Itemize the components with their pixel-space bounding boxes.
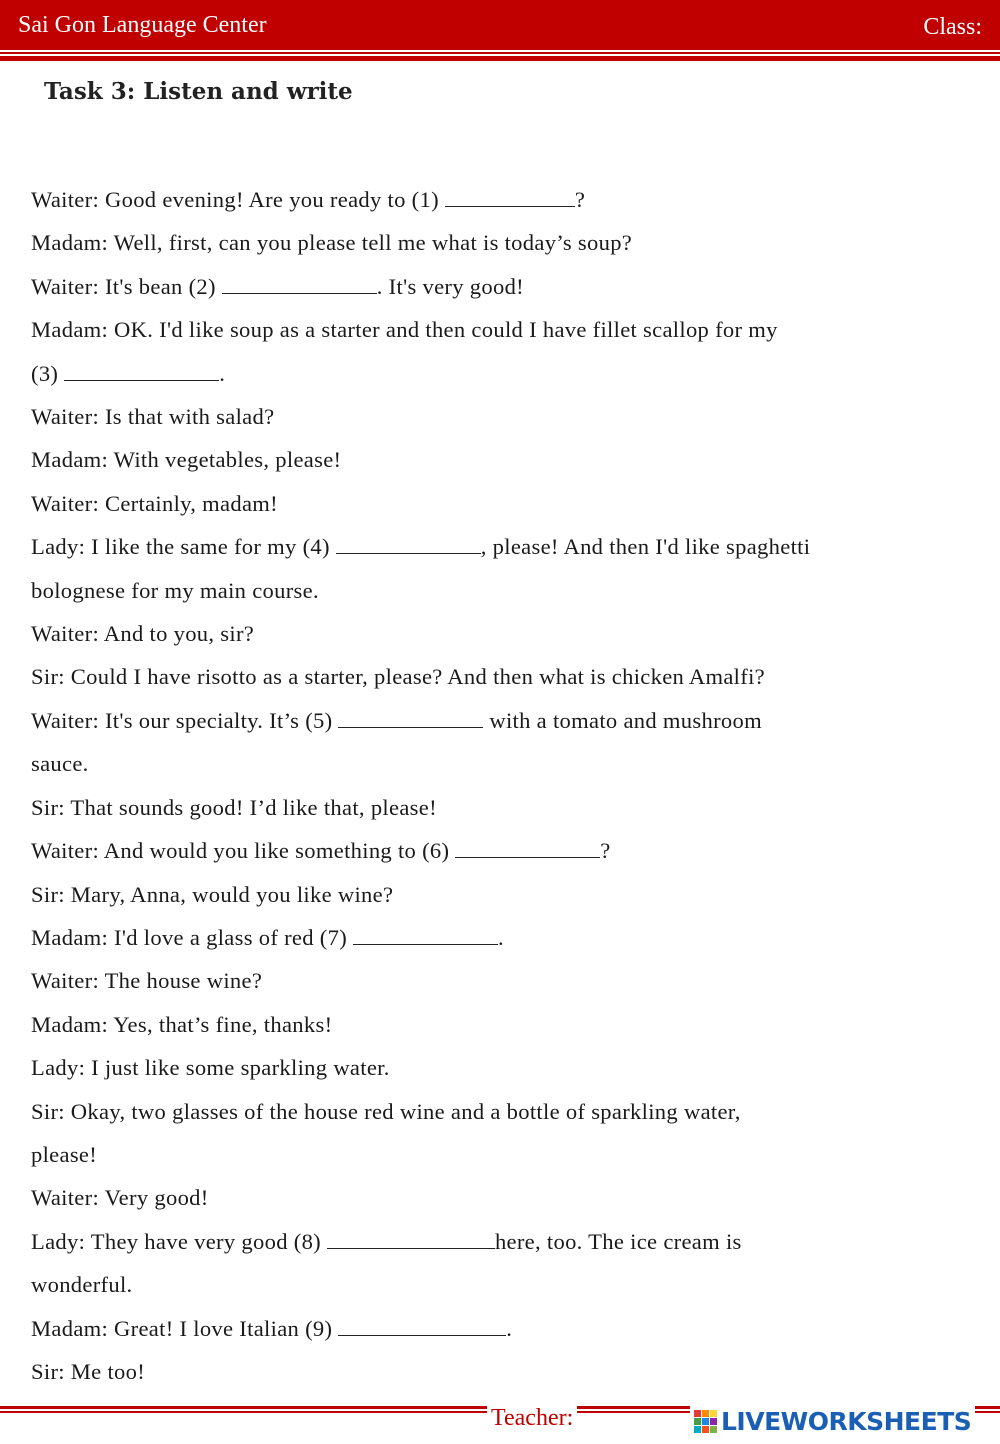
logo-square xyxy=(710,1418,717,1425)
dialogue-line xyxy=(31,1350,981,1393)
line-text: ? xyxy=(574,187,586,212)
dialogue-line xyxy=(31,742,981,785)
dialogue-line xyxy=(31,1220,981,1263)
answer-blank[interactable] xyxy=(445,184,575,207)
logo-square xyxy=(694,1418,701,1425)
answer-blank[interactable] xyxy=(338,705,483,728)
line-text: Waiter: And to you, sir? xyxy=(31,621,255,647)
center-name: Sai Gon Language Center xyxy=(18,12,267,38)
line-text: Waiter: Certainly, madam! xyxy=(31,490,279,516)
line-text: Madam: Yes, that’s fine, thanks! xyxy=(31,1011,333,1037)
dialogue-line xyxy=(31,655,981,698)
logo-square xyxy=(694,1410,701,1417)
line-text: bolognese for my main course. xyxy=(31,577,319,603)
line-text: Lady: They have very good (8) xyxy=(31,1228,327,1254)
logo-square xyxy=(702,1410,709,1417)
dialogue-line xyxy=(31,438,981,481)
line-text: Waiter: Is that with salad? xyxy=(31,404,275,430)
line-text: Waiter: It's bean (2) xyxy=(31,273,222,299)
answer-blank[interactable] xyxy=(336,531,481,554)
line-text: Waiter: Good evening! Are you ready to (1) xyxy=(31,187,445,212)
answer-blank[interactable] xyxy=(338,1313,506,1336)
line-text: Waiter: The house wine? xyxy=(31,968,263,994)
line-text: Madam: OK. I'd like soup as a starter and then could I have fillet scallop for my xyxy=(31,317,778,343)
line-text: sauce. xyxy=(31,751,89,777)
header-divider xyxy=(0,52,1000,54)
answer-blank[interactable] xyxy=(455,835,600,858)
line-text: please! xyxy=(31,1141,98,1167)
dialogue-line xyxy=(31,786,981,829)
class-label: Class: xyxy=(923,14,982,40)
line-text: Madam: With vegetables, please! xyxy=(31,447,342,473)
line-text: Madam: I'd love a glass of red (7) xyxy=(31,924,354,950)
dialogue-line xyxy=(31,221,981,264)
logo-text: LIVEWORKSHEETS xyxy=(721,1406,972,1436)
answer-blank[interactable] xyxy=(353,922,498,945)
line-text: Sir: Mary, Anna, would you like wine? xyxy=(31,881,394,907)
line-text: wonderful. xyxy=(31,1272,133,1298)
logo-square xyxy=(702,1426,709,1433)
dialogue-line xyxy=(31,1090,981,1133)
dialogue-line xyxy=(31,482,981,525)
line-text: ? xyxy=(600,838,611,864)
line-text: Lady: I like the same for my (4) xyxy=(31,534,336,560)
line-text: Sir: Me too! xyxy=(31,1358,146,1384)
line-text: Lady: I just like some sparkling water. xyxy=(31,1055,390,1081)
line-text: Waiter: It's our specialty. It’s (5) xyxy=(31,707,339,733)
line-text: Waiter: Very good! xyxy=(31,1185,209,1211)
answer-blank[interactable] xyxy=(327,1226,495,1249)
dialogue-line xyxy=(31,308,981,351)
teacher-label: Teacher: xyxy=(487,1405,577,1432)
line-text: Sir: That sounds good! I’d like that, please! xyxy=(31,794,437,820)
logo-square xyxy=(710,1426,717,1433)
dialogue-line xyxy=(31,352,981,395)
dialogue-line xyxy=(31,1003,981,1046)
answer-blank[interactable] xyxy=(64,358,219,381)
line-text: , please! And then I'd like spaghetti xyxy=(480,534,811,560)
line-text: with a tomato and mushroom xyxy=(483,707,762,733)
line-text: . xyxy=(219,360,226,386)
line-text: . xyxy=(498,924,504,950)
line-text: Madam: Great! I love Italian (9) xyxy=(31,1315,339,1341)
line-text: Sir: Okay, two glasses of the house red wine and a bottle of sparkling water, xyxy=(31,1098,741,1124)
dialogue-line xyxy=(31,1263,981,1306)
dialogue-line xyxy=(31,1307,981,1350)
dialogue-line xyxy=(31,525,981,568)
dialogue-line xyxy=(31,612,981,655)
dialogue-line xyxy=(31,395,981,438)
dialogue-line xyxy=(31,1046,981,1089)
line-text: Madam: Well, first, can you please tell me what is today’s soup? xyxy=(31,230,633,256)
line-text: . xyxy=(506,1315,513,1341)
dialogue-line xyxy=(31,569,981,612)
logo-square xyxy=(702,1418,709,1425)
line-text: (3) xyxy=(31,360,65,386)
line-text: Sir: Could I have risotto as a starter, please? And then what is chicken Amalfi? xyxy=(31,664,765,690)
dialogue-line xyxy=(31,265,981,308)
liveworksheets-logo[interactable] xyxy=(690,1404,975,1438)
dialogue-line xyxy=(31,699,981,742)
logo-square xyxy=(694,1426,701,1433)
logo-square xyxy=(710,1410,717,1417)
dialogue-line xyxy=(31,1133,981,1176)
dialogue-line xyxy=(31,916,981,959)
dialogue-line xyxy=(31,959,981,1002)
line-text: here, too. The ice cream is xyxy=(494,1228,742,1254)
task-title: Task 3: Listen and write xyxy=(44,78,353,105)
answer-blank[interactable] xyxy=(222,271,377,294)
line-text: . It's very good! xyxy=(376,273,524,299)
header-divider xyxy=(0,56,1000,61)
dialogue-line xyxy=(31,1176,981,1219)
line-text: Waiter: And would you like something to (6) xyxy=(31,838,456,864)
dialogue-text xyxy=(31,178,981,1393)
dialogue-line xyxy=(31,178,981,221)
dialogue-line xyxy=(31,873,981,916)
logo-icon xyxy=(694,1410,717,1433)
dialogue-line xyxy=(31,829,981,872)
header-bar xyxy=(0,0,1000,50)
